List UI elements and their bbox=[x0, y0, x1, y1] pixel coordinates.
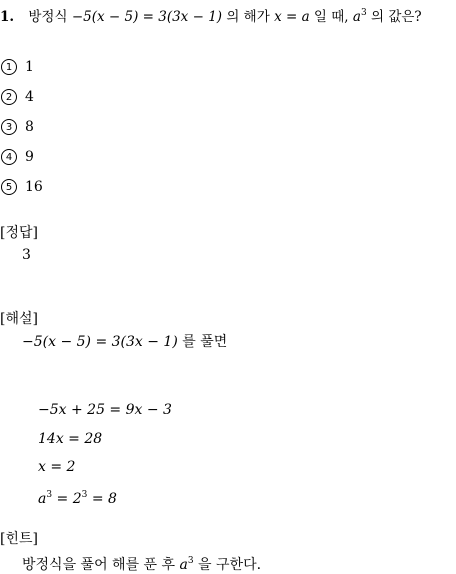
question-suffix: 의 값은? bbox=[370, 9, 422, 25]
solution-intro-equation: −5(x − 5) = 3(3x − 1) bbox=[22, 334, 178, 350]
solution-label: [해설] bbox=[0, 311, 38, 327]
solution-intro-suffix: 를 풀면 bbox=[182, 334, 228, 350]
question-condition: x = a bbox=[274, 9, 310, 25]
choice-1[interactable] bbox=[1, 58, 34, 76]
question-equation: −5(x − 5) = 3(3x − 1) bbox=[71, 9, 223, 25]
choice-value: 8 bbox=[25, 119, 34, 135]
question-target: $a^3$ bbox=[352, 8, 367, 25]
hint-text bbox=[22, 552, 261, 574]
question-middle: 의 해가 bbox=[226, 9, 270, 25]
solution-step-3: x = 2 bbox=[38, 459, 76, 475]
choice-3[interactable] bbox=[1, 118, 34, 136]
hint-target: $a^3$ bbox=[179, 556, 194, 573]
answer-label: [정답] bbox=[0, 225, 38, 241]
choice-mark: 2 bbox=[1, 89, 17, 105]
hint-suffix: 을 구한다. bbox=[198, 557, 262, 573]
choice-mark: 1 bbox=[1, 59, 17, 75]
question-text-prefix: 방정식 bbox=[28, 9, 68, 25]
question-middle2: 일 때, bbox=[313, 9, 349, 25]
choice-4[interactable] bbox=[1, 148, 34, 166]
choice-value: 9 bbox=[25, 149, 34, 165]
question-number: 1. bbox=[0, 9, 15, 25]
solution-step-1: −5x + 25 = 9x − 3 bbox=[38, 402, 172, 418]
hint-label: [힌트] bbox=[0, 531, 38, 547]
solution-final-step: $a^3 = 2^3 = 8$ bbox=[38, 490, 117, 507]
choice-mark: 4 bbox=[1, 149, 17, 165]
choice-mark: 5 bbox=[1, 179, 17, 195]
solution-intro bbox=[22, 333, 227, 351]
hint-prefix: 방정식을 풀어 해를 푼 후 bbox=[22, 557, 176, 573]
answer-value: 3 bbox=[22, 247, 31, 263]
question-line bbox=[0, 4, 422, 26]
choice-value: 16 bbox=[25, 179, 43, 195]
choice-5[interactable] bbox=[1, 178, 43, 196]
choice-value: 1 bbox=[25, 59, 34, 75]
solution-step-2: 14x = 28 bbox=[38, 431, 103, 447]
choice-value: 4 bbox=[25, 89, 34, 105]
choice-2[interactable] bbox=[1, 88, 34, 106]
choice-mark: 3 bbox=[1, 119, 17, 135]
